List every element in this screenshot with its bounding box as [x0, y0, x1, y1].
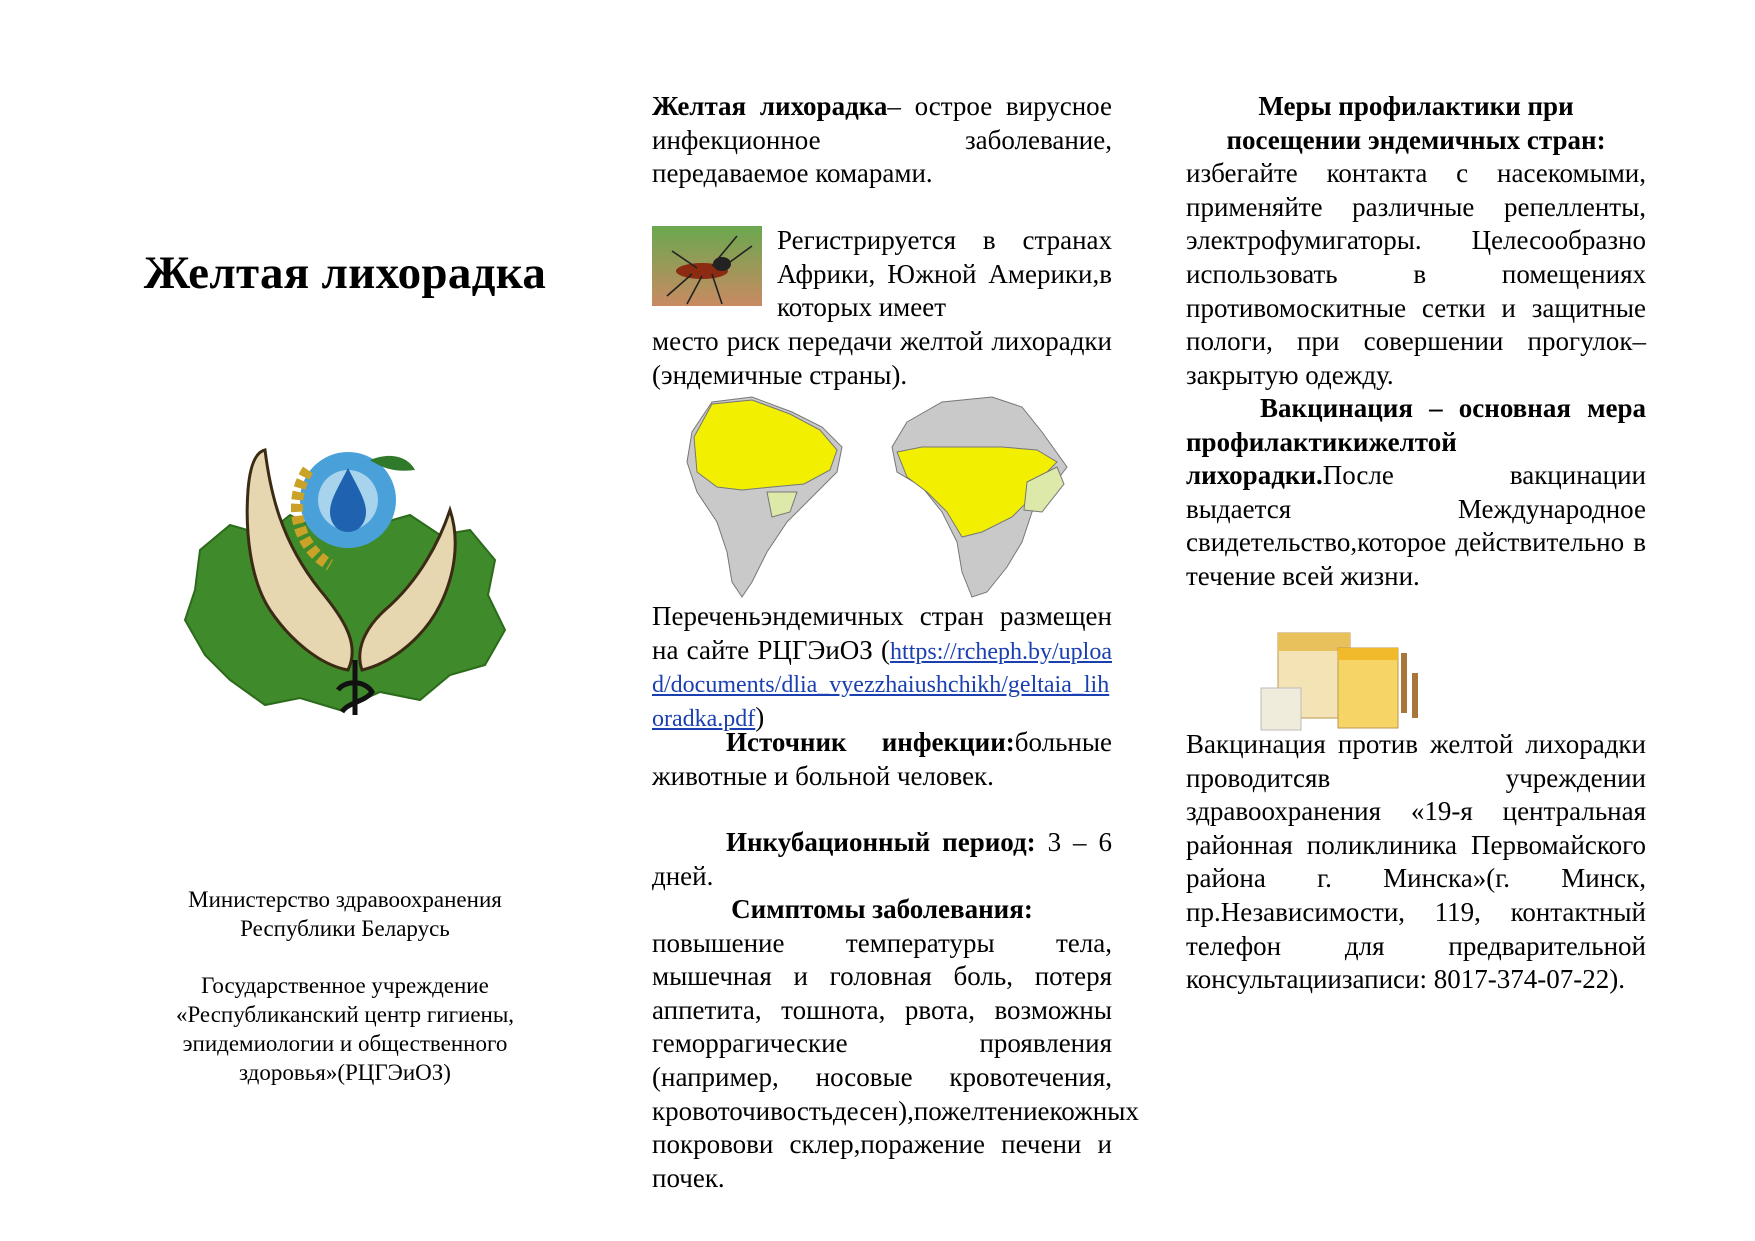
vaccination-certificate-text: После вакцинации выдается Международное свидетельство,которое действительно в течение всей жизни. — [1186, 460, 1646, 591]
prevention-paragraph — [1186, 90, 1646, 392]
cover-title: Желтая лихорадка — [143, 247, 547, 299]
endemic-list-link[interactable]: https://rcheph.by/upload/documents/dlia_vyezzhaiushchikh/geltaia_lihoradka.pdf — [652, 638, 1112, 732]
institution-line-2: «Республиканский центр гигиены, — [175, 1002, 515, 1027]
symptoms-label: Симптомы заболевания: — [731, 894, 1033, 924]
vaccine-package-photo — [1256, 628, 1436, 733]
incubation-label: Инкубационный период: — [726, 827, 1036, 857]
prevention-text: избегайте контакта с насекомыми, применяйте различные репелленты, электрофумигаторы. Целесообразно использовать в помещениях противомоскитные сетки и защитные пологи, при совершении прогулок– закрытую одежду. — [1186, 158, 1646, 390]
symptoms-paragraph — [652, 893, 1139, 1195]
institution-line-1: Государственное учреждение — [201, 973, 489, 998]
prevention-heading: Меры профилактики при посещении эндемичных стран: — [1226, 91, 1606, 155]
symptoms-text: повышение температуры тела, мышечная и головная боль, потеря аппетита, тошнота, рвота, возможны геморрагические проявления (например, носовые кровотечения, кровоточивостьдесен),пожелтениекожных покровови склер,поражение печени и почек. — [652, 927, 1139, 1193]
endemic-zones-map — [672, 392, 1082, 600]
vaccination-paragraph — [1186, 392, 1646, 594]
list-paragraph — [652, 600, 1112, 734]
list-text: Переченьэндемичных стран размещен на сайте РЦГЭиОЗ ( — [652, 601, 1112, 665]
rcheph-logo — [170, 430, 520, 730]
intro-definition: – острое вирусное инфекционное заболевание, передаваемое комарами. — [652, 91, 1112, 189]
ministry-line-1: Министерство здравоохранения — [188, 887, 502, 912]
source-text: больные животные и больной человек. — [652, 727, 1112, 791]
list-close: ) — [755, 701, 765, 732]
incubation-paragraph — [652, 826, 1112, 893]
organization-block — [110, 885, 580, 1115]
source-label: Источник инфекции: — [726, 727, 1015, 757]
ministry-line-2: Республики Беларусь — [240, 916, 450, 941]
clinic-paragraph: Вакцинация против желтой лихорадки проводитсяв учреждении здравоохранения «19-я центральная районная поликлиника Первомайского района г. Минска»(г. Минск, пр.Независимости, 119, контактный телефон для предварительной консультациизаписи: 8017-374-07-22). — [1186, 729, 1646, 995]
institution-line-4: здоровья»(РЦГЭиОЗ) — [239, 1060, 451, 1085]
intro-paragraph — [652, 90, 1112, 191]
intro-term: Желтая лихорадка — [652, 91, 888, 121]
registered-paragraph-wrap: Регистрируется в странах Африки, Южной Америки,в которых имеет — [777, 225, 1112, 323]
registered-paragraph-rest: место риск передачи желтой лихорадки (эндемичные страны). — [652, 326, 1112, 390]
vaccination-statement: Вакцинация – основная мера профилактикижелтой лихорадки. — [1186, 393, 1646, 491]
mosquito-photo — [652, 226, 762, 306]
institution-line-3: эпидемиологии и общественного — [182, 1031, 508, 1056]
source-paragraph — [652, 726, 1112, 793]
incubation-text: 3 – 6 дней. — [652, 827, 1112, 891]
